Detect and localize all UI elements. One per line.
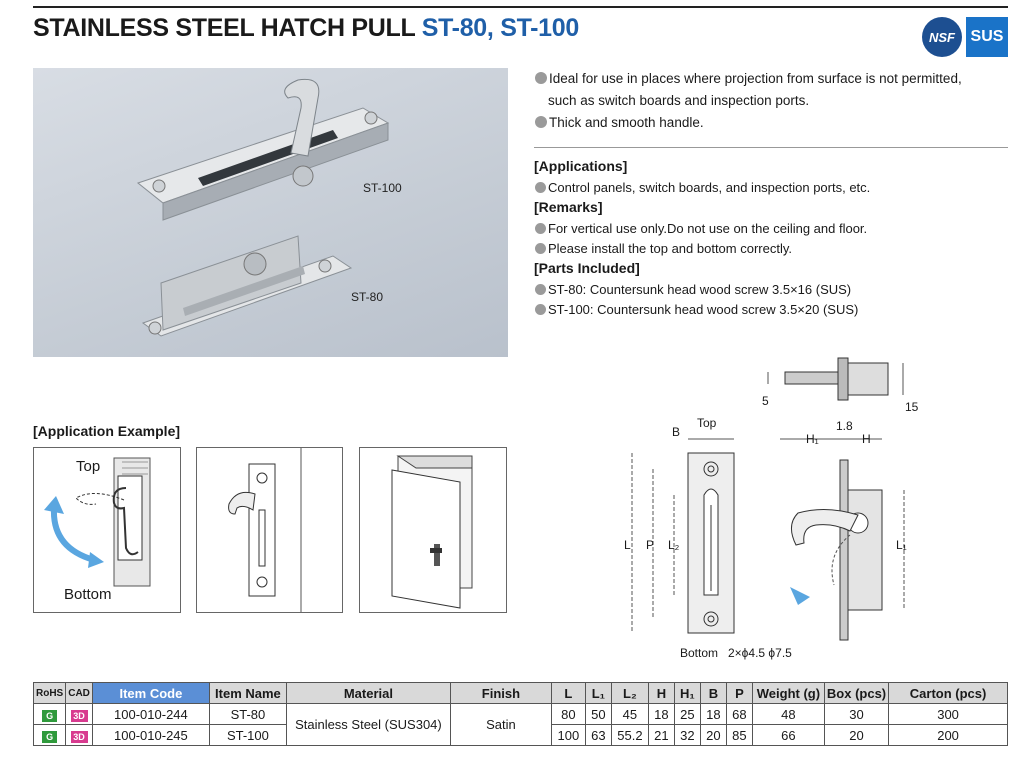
photo-label-st80: ST-80 (351, 290, 384, 304)
cell-l: 80 (551, 704, 585, 725)
dim-15: 15 (905, 400, 919, 414)
dim-b: B (672, 425, 681, 439)
cell-h1: 32 (674, 725, 700, 746)
bullet-icon (535, 243, 546, 254)
col-cad: CAD (66, 683, 93, 704)
col-item-name: Item Name (209, 683, 286, 704)
dim-h: H (862, 432, 871, 446)
bullet-icon (535, 223, 546, 234)
feature-1: Ideal for use in places where projection from surface is not permitted, (535, 68, 962, 89)
cell-box: 20 (824, 725, 888, 746)
cell-p: 85 (726, 725, 752, 746)
table-header-row (34, 683, 1008, 704)
bullet-icon (535, 304, 546, 315)
app-example-panel-2 (196, 447, 343, 613)
photo-label-st100: ST-100 (363, 181, 402, 195)
rohs-icon: G (42, 731, 57, 743)
sus-badge: SUS (966, 17, 1008, 57)
remarks-item-1: For vertical use only.Do not use on the ceiling and floor. (535, 219, 867, 239)
cell-l2: 45 (611, 704, 648, 725)
col-p: P (726, 683, 752, 704)
header-rule (33, 6, 1008, 8)
bullet-icon (535, 72, 547, 84)
cell-l1: 50 (585, 704, 611, 725)
col-b: B (700, 683, 726, 704)
nsf-badge: NSF (922, 17, 962, 57)
table-row (34, 704, 1008, 725)
title-models: ST-80, ST-100 (421, 14, 579, 42)
cad-3d-icon[interactable]: 3D (71, 710, 88, 722)
cell-finish: Satin (450, 704, 551, 746)
cell-l1: 63 (585, 725, 611, 746)
app-example-panel-1 (33, 447, 181, 613)
col-box: Box (pcs) (824, 683, 888, 704)
dim-l2: L₂ (668, 538, 680, 552)
col-material: Material (286, 683, 450, 704)
dimension-drawing (620, 355, 920, 675)
applications-heading: [Applications] (534, 158, 628, 174)
dim-l1: L₁ (896, 538, 907, 552)
col-h1: H₁ (674, 683, 700, 704)
cabinet-diagram (360, 448, 506, 612)
dim-l: L (624, 538, 631, 552)
feature-1-cont: such as switch boards and inspection ports. (548, 93, 810, 108)
dim-5: 5 (762, 394, 769, 408)
applications-item: Control panels, switch boards, and inspection ports, etc. (535, 178, 870, 198)
app-example-top: Top (76, 458, 101, 475)
cell-box: 30 (824, 704, 888, 725)
cell-item-name: ST-100 (209, 725, 286, 746)
cell-carton: 300 (889, 704, 1008, 725)
cad-3d-icon[interactable]: 3D (71, 731, 88, 743)
bullet-icon (535, 284, 546, 295)
hatch-pull-diagram (197, 448, 342, 612)
cell-weight: 66 (752, 725, 824, 746)
dim-1-8: 1.8 (836, 419, 853, 433)
app-example-panel-3 (359, 447, 507, 613)
cell-h1: 25 (674, 704, 700, 725)
cell-carton: 200 (889, 725, 1008, 746)
cell-item-name: ST-80 (209, 704, 286, 725)
page-title (33, 14, 579, 43)
dim-hole-note: 2×ϕ4.5 ϕ7.5 (728, 646, 792, 660)
title-main: STAINLESS STEEL HATCH PULL (33, 14, 422, 42)
cell-h: 21 (648, 725, 674, 746)
cell-h: 18 (648, 704, 674, 725)
col-item-code: Item Code (92, 683, 209, 704)
bullet-icon (535, 182, 546, 193)
dim-bottom-note: Bottom (680, 646, 719, 660)
product-photo (33, 68, 508, 357)
col-carton: Carton (pcs) (889, 683, 1008, 704)
bullet-icon (535, 116, 547, 128)
cell-l: 100 (551, 725, 585, 746)
col-rohs: RoHS (34, 683, 66, 704)
dim-top: Top (697, 416, 717, 430)
cell-material: Stainless Steel (SUS304) (286, 704, 450, 746)
parts-item-2: ST-100: Countersunk head wood screw 3.5×20 (SUS) (535, 300, 858, 320)
spec-table (33, 682, 1008, 746)
feature-2: Thick and smooth handle. (535, 112, 704, 133)
product-photo-illustration (33, 68, 508, 357)
col-l1: L₁ (585, 683, 611, 704)
remarks-heading: [Remarks] (534, 199, 603, 215)
cell-p: 68 (726, 704, 752, 725)
st100-plate (138, 79, 388, 220)
cell-b: 18 (700, 704, 726, 725)
parts-item-1: ST-80: Countersunk head wood screw 3.5×16 (SUS) (535, 280, 851, 300)
app-example-heading: [Application Example] (33, 423, 181, 439)
rohs-icon: G (42, 710, 57, 722)
dim-p: P (646, 538, 655, 552)
parts-heading: [Parts Included] (534, 260, 640, 276)
col-weight: Weight (g) (752, 683, 824, 704)
cell-l2: 55.2 (611, 725, 648, 746)
cell-item-code: 100-010-244 (92, 704, 209, 725)
dim-h1: H₁ (806, 432, 819, 446)
st80-plate (143, 236, 351, 336)
col-h: H (648, 683, 674, 704)
col-l2: L₂ (611, 683, 648, 704)
app-example-bottom: Bottom (64, 586, 112, 603)
col-l: L (551, 683, 585, 704)
cell-weight: 48 (752, 704, 824, 725)
col-finish: Finish (450, 683, 551, 704)
cell-item-code: 100-010-245 (92, 725, 209, 746)
section-divider (534, 147, 1008, 148)
remarks-item-2: Please install the top and bottom correctly. (535, 239, 792, 259)
cell-b: 20 (700, 725, 726, 746)
